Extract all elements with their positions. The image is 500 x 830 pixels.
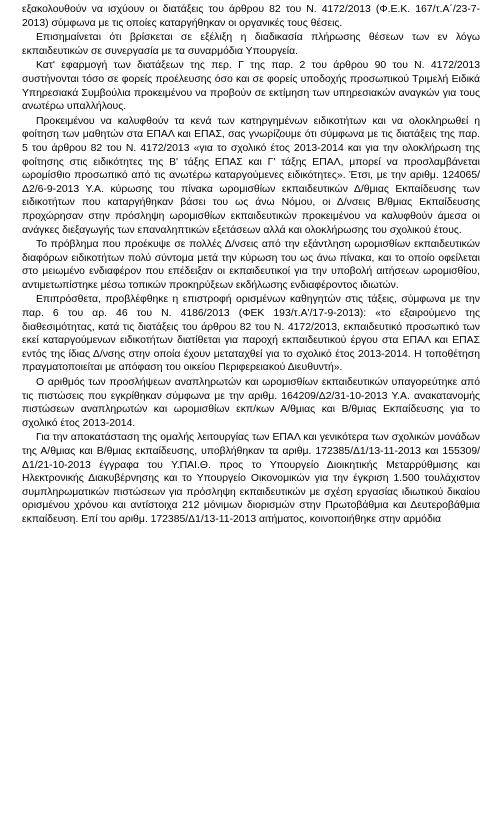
paragraph: Το πρόβλημα που προέκυψε σε πολλές Δ/νσεις από την εξάντληση ωρομισθίων εκπαιδευτικών διαφόρων ειδικοτήτων πολύ σύντομα μετά την κύρωση του ως άνω πίνακα, και το οποίο οφείλεται στο μειωμένο ενδιαφέρον που επέδειξαν οι εκπαιδευτικοί για την υποβολή αιτήσεων ωρομισθίου, αντιμετωπίστηκε μέσω τοπικών προκηρύξεων εκδήλωσης ενδιαφέροντος ιδιωτών. (22, 239, 480, 291)
paragraph: Επισημαίνεται ότι βρίσκεται σε εξέλιξη η διαδικασία πλήρωσης θέσεων των εν λόγω εκπαιδευτικών σε συνεργασία με τα συναρμόδια Υπουργεία. (22, 32, 480, 57)
paragraph: Επιπρόσθετα, προβλέφθηκε η επιστροφή ορισμένων καθηγητών στις τάξεις, σύμφωνα με την παρ. 6 του αρ. 46 του Ν. 4186/2013 (ΦΕΚ 193/τ.Α'/17-9-2013): «το εξαιρούμενο της διαθεσιμότητας, κατά τις διατάξεις του άρθρου 82 του Ν. 4172/2013, εκπαιδευτικό προσωπικό των εκεί καταργούμενων ειδικοτήτων διατίθεται για παροχή εκπαιδευτικού έργου στα ΕΠΑΛ και ΕΠΑΣ εντός της ίδιας Δ/νσης στην οποία έχουν μεταταχθεί για το σχολικό έτος 2013-2014. Η τοποθέτηση πραγματοποιείται με απόφαση του οικείου Περιφερειακού Διευθυντή». (22, 294, 480, 374)
paragraph: Για την αποκατάσταση της ομαλής λειτουργίας των ΕΠΑΛ και γενικότερα των σχολικών μονάδων της Α/θμιας και Β/θμιας εκπαίδευσης, υποβλήθηκαν τα αριθμ. 172385/Δ1/13-11-2013 και 155309/Δ1/21-10-2013 έγγραφα του Υ.ΠΑΙ.Θ. προς το Υπουργείο Διοικητικής Μεταρρύθμισης και Ηλεκτρονικής Διακυβέρνησης και το Υπουργείο Οικονομικών για την έγκριση 1.500 τουλάχιστον συμπληρωματικών πιστώσεων για πρόσληψη εκπαιδευτικών με σχέση εργασίας ιδιωτικού δικαίου ορισμένου χρόνου και αντίστοιχα 212 μόνιμων διορισμών στην Πρωτοβάθμια και Δευτεροβάθμια εκπαίδευση. Επί του αριθμ. 172385/Δ1/13-11-2013 αιτήματος, κοινοποιήθηκε στην αρμόδια (22, 432, 480, 525)
document-body (22, 3, 480, 828)
paragraph: εξακολουθούν να ισχύουν οι διατάξεις του άρθρου 82 του Ν. 4172/2013 (Φ.Ε.Κ. 167/τ.Α΄/23-7-2013) σύμφωνα με τις οποίες καταργήθηκαν οι οργανικές τους θέσεις. (22, 4, 480, 29)
paragraph: Κατ' εφαρμογή των διατάξεων της περ. Γ της παρ. 2 του άρθρου 90 του Ν. 4172/2013 συστήνονται τόσο σε φορείς προέλευσης όσο και σε φορείς υποδοχής προσωπικού Τριμελή Ειδικά Υπηρεσιακά Συμβούλια προκειμένου να προβούν σε εκτίμηση των υπηρεσιακών αναγκών για τους ανωτέρω υπαλλήλους. (22, 60, 480, 113)
paragraph: Ο αριθμός των προσλήψεων αναπληρωτών και ωρομισθίων εκπαιδευτικών υπαγορεύτηκε από τις πιστώσεις που εγκρίθηκαν σύμφωνα με την αριθμ. 164209/Δ2/31-10-2013 Υ.Α. ανακατανομής πιστώσεων αναπληρωτών και ωρομισθίων εκπ/κων Α/θμιας και Β/θμιας Εκπαίδευσης για το σχολικό έτος 2013-2014. (22, 377, 480, 429)
paragraph: Προκειμένου να καλυφθούν τα κενά των κατηργημένων ειδικοτήτων και να ολοκληρωθεί η φοίτηση των μαθητών στα ΕΠΑΛ και ΕΠΑΣ, σας γνωρίζουμε ότι σύμφωνα με τις διατάξεις της παρ. 5 του άρθρου 82 του Ν. 4172/2013 «για το σχολικό έτος 2013-2014 και για την ολοκλήρωση της φοίτησης στις ειδικότητες της Β' τάξης ΕΠΑΣ και Γ' τάξης ΕΠΑΛ, μπορεί να προσλαμβάνεται ωρομίσθιο προσωπικό από τις ανωτέρω καταργούμενες ειδικότητες». Έτσι, με την αριθμ. 124065/Δ2/6-9-2013 Υ.Α. κύρωσης του πίνακα ωρομισθίων εκπαιδευτικών Δ/θμιας Εκπαίδευσης των ειδικοτήτων που καταργήθηκαν βάσει του ως άνω Νόμου, οι Δ/νσεις Β/θμιας Εκπαίδευσης προχώρησαν στην πρόσληψη ωρομισθίων εκπαιδευτικών προκειμένου να καλυφθούν άμεσα οι ανάγκες διεξαγωγής των επαναληπτικών εξετάσεων αλλά και ολοκλήρωσης του σχολικού έτους. (22, 115, 480, 236)
